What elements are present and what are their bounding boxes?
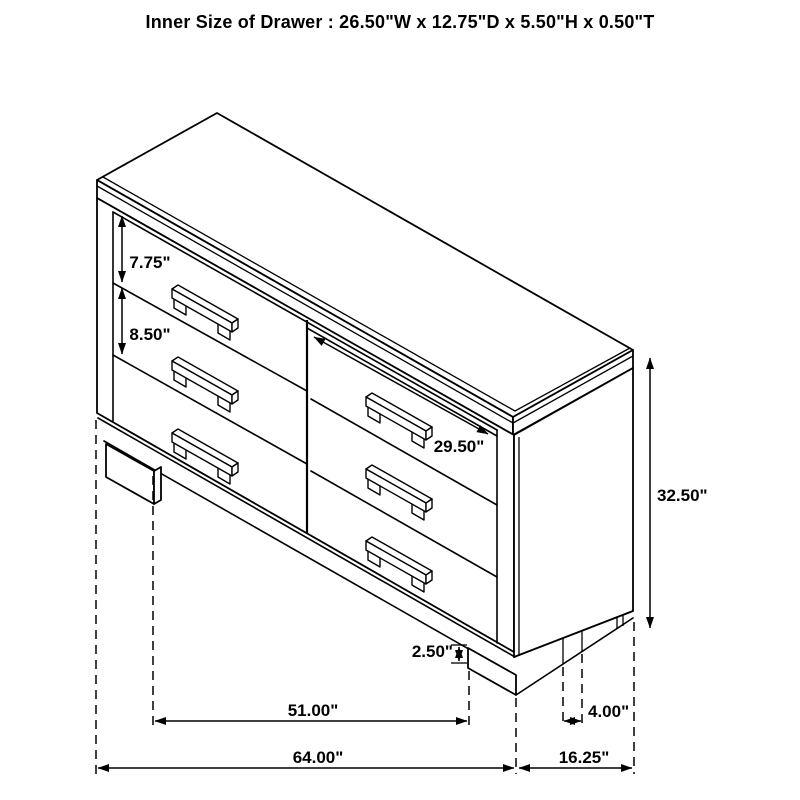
dim-leg-width xyxy=(564,702,629,721)
dim-base-height xyxy=(412,642,467,663)
dim-label-overall-height: 32.50" xyxy=(657,486,708,505)
dim-label-base-height: 2.50" xyxy=(411,642,453,661)
dim-overall-depth xyxy=(519,748,632,768)
dim-label-overall-width: 64.00" xyxy=(292,748,344,767)
front-left-leg xyxy=(106,444,154,504)
dim-overall-width xyxy=(98,748,514,768)
dim-between-legs-width xyxy=(155,701,467,721)
dim-label-between-legs-width: 51.00" xyxy=(287,701,339,720)
front-right-leg xyxy=(468,648,516,695)
page-title: Inner Size of Drawer : 26.50"W x 12.75"D x 5.50"H x 0.50"T xyxy=(145,12,655,32)
front-left-leg-side xyxy=(154,467,161,504)
dim-label-leg-width: 4.00" xyxy=(588,702,630,721)
dim-label-drawer-opening-width: 29.50" xyxy=(433,437,485,456)
dresser-drawing xyxy=(97,113,633,695)
dim-label-middle-drawer-height: 8.50" xyxy=(129,325,171,344)
dim-overall-height xyxy=(650,358,708,628)
dim-label-overall-depth: 16.25" xyxy=(558,748,610,767)
dim-label-top-drawer-height: 7.75" xyxy=(129,253,171,272)
